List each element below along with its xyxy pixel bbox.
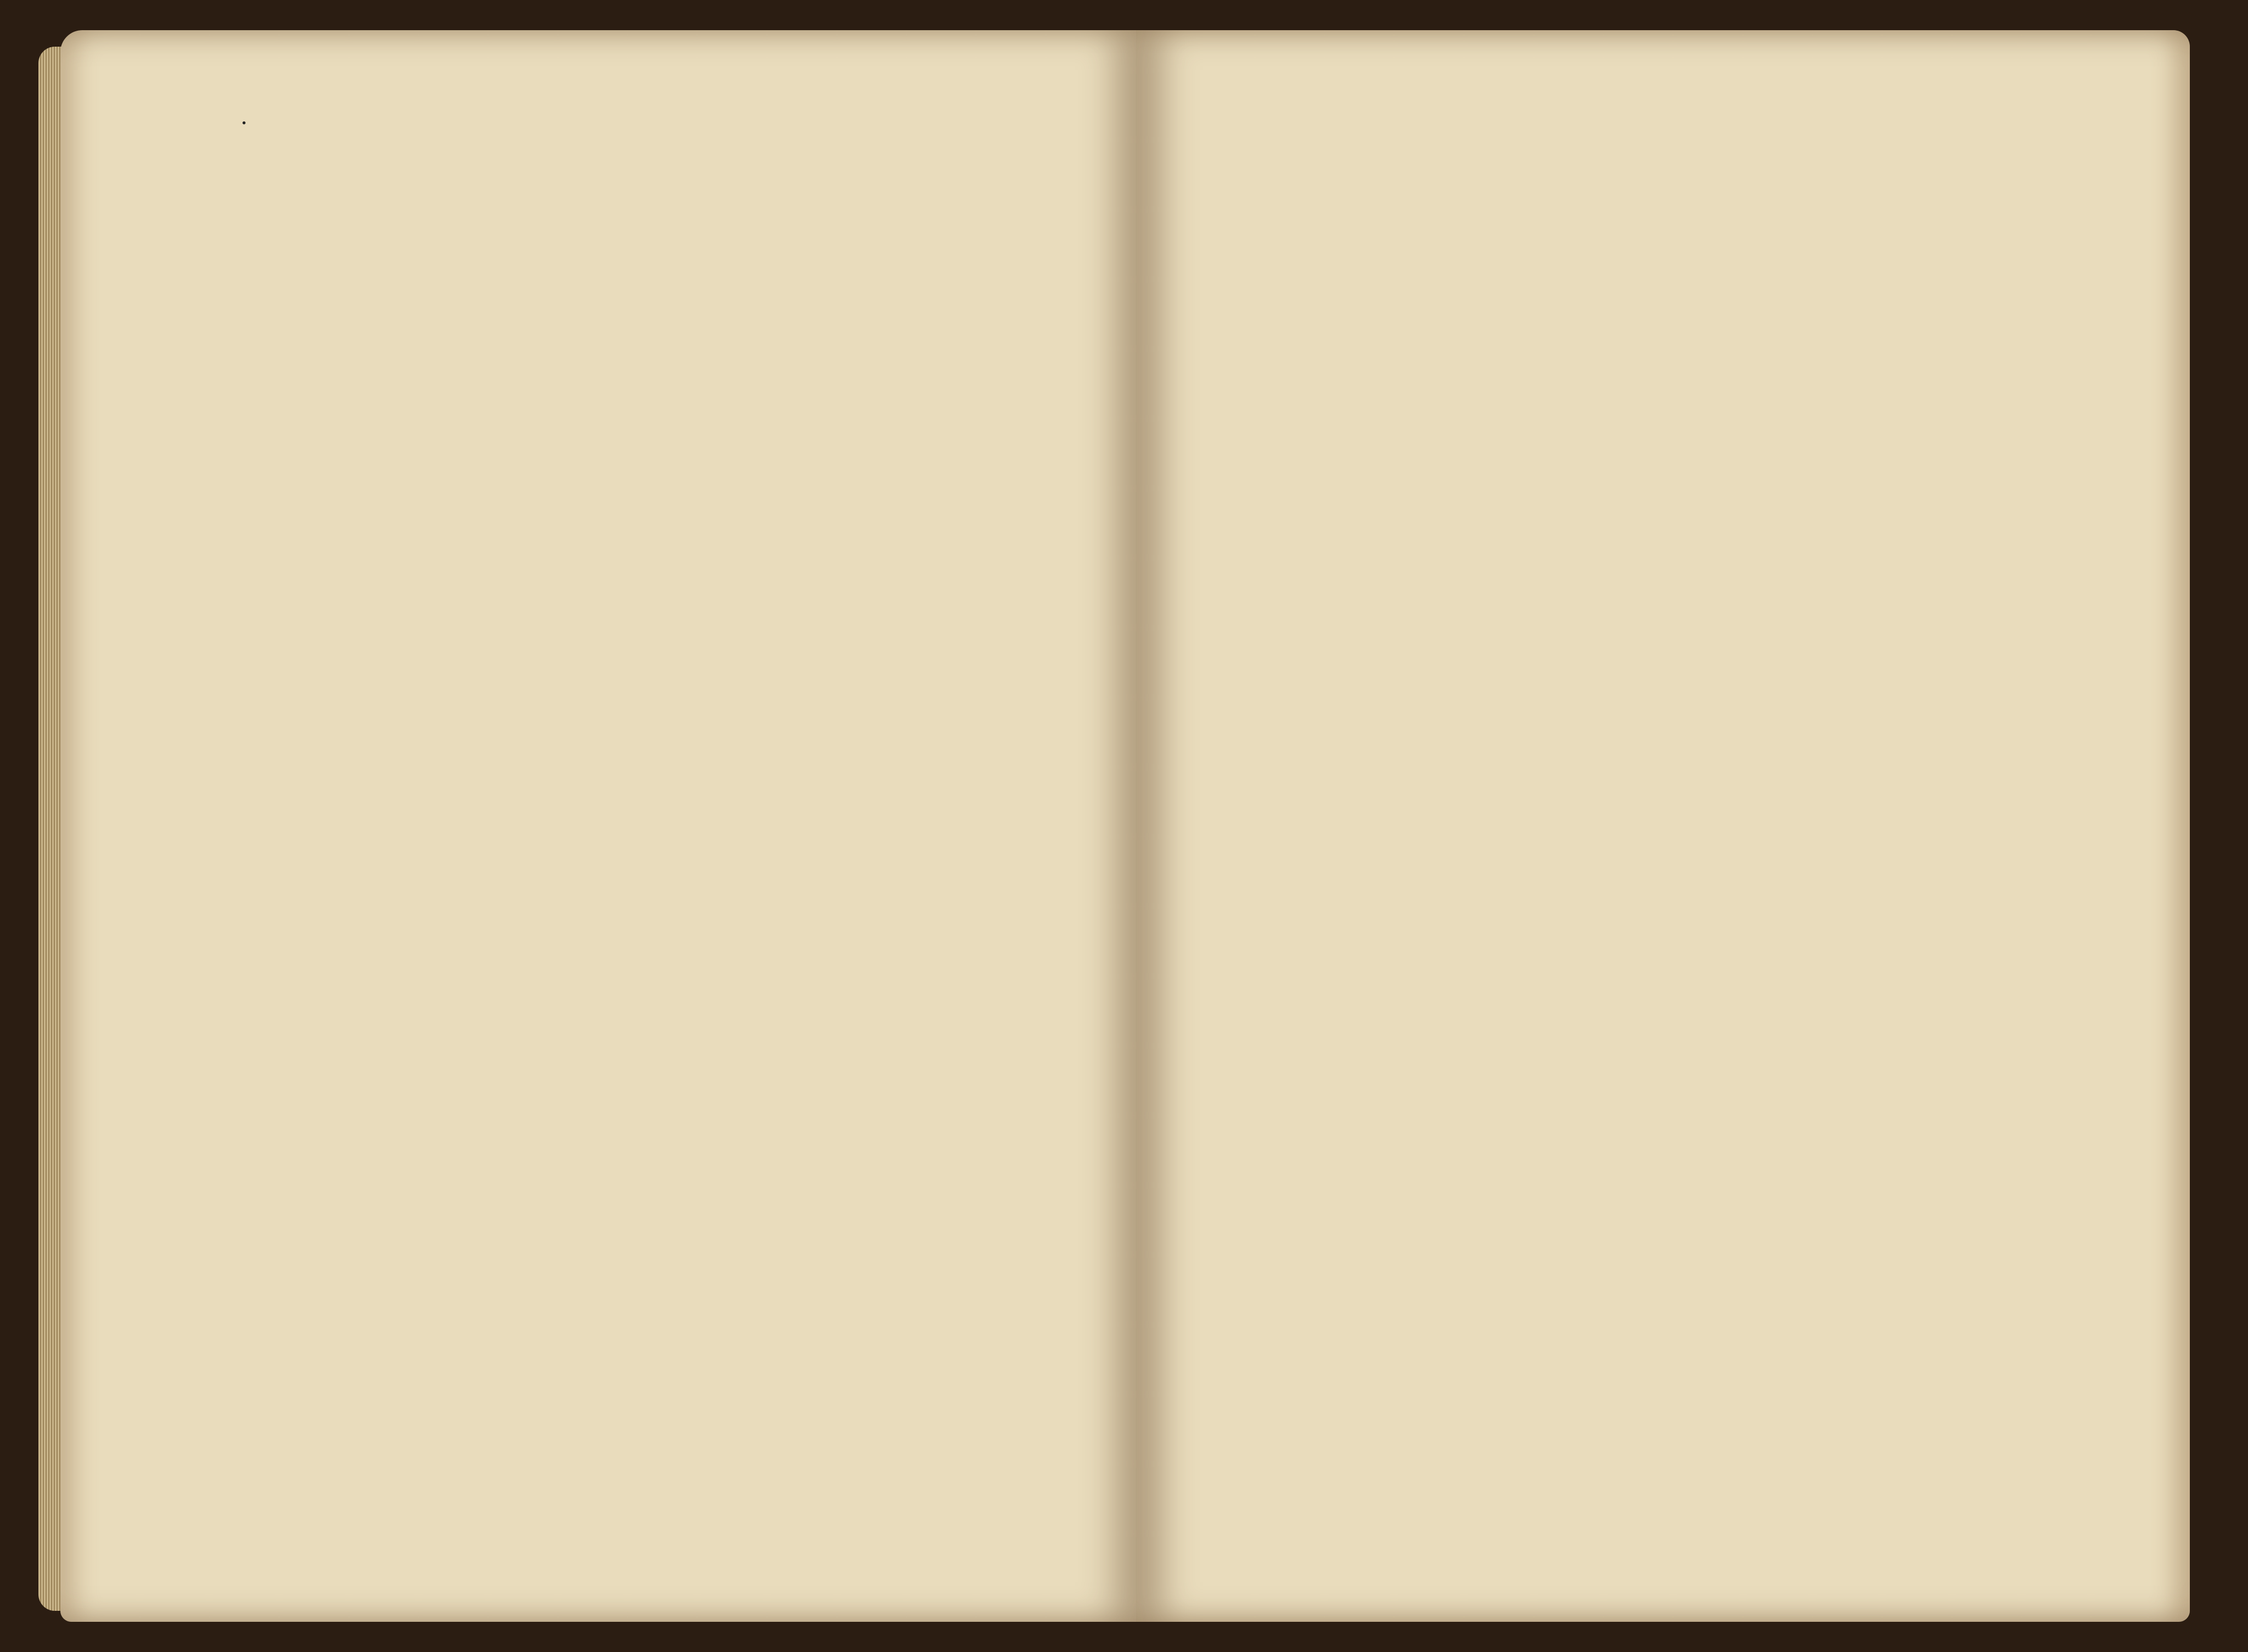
ledger-book <box>60 30 2190 1622</box>
right-page <box>1136 30 2190 1622</box>
left-page <box>60 30 1136 1622</box>
year-label-left: . <box>241 102 248 130</box>
